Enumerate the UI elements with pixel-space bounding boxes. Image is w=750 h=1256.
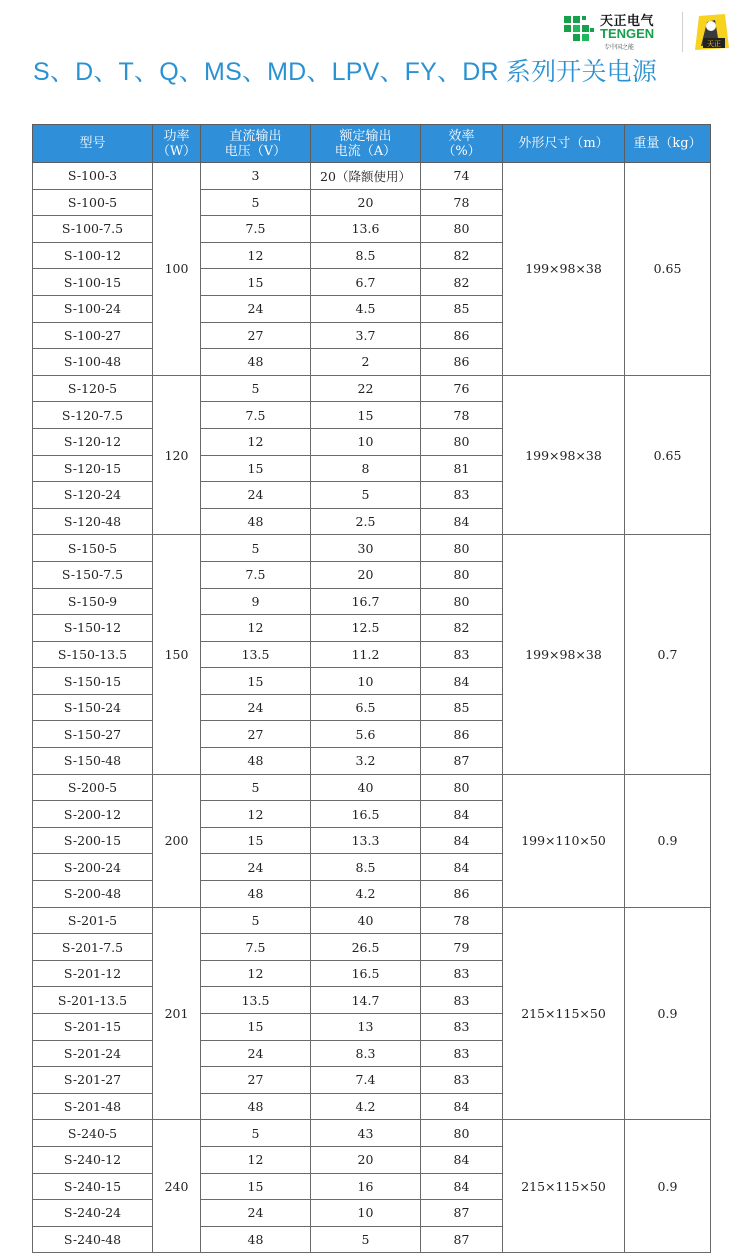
- cell-efficiency: 80: [421, 535, 503, 562]
- cell-voltage: 12: [201, 801, 311, 828]
- cell-efficiency: 83: [421, 641, 503, 668]
- cell-voltage: 7.5: [201, 934, 311, 961]
- cell-current: 40: [311, 907, 421, 934]
- cell-current: 5.6: [311, 721, 421, 748]
- cell-voltage: 12: [201, 960, 311, 987]
- cell-voltage: 15: [201, 668, 311, 695]
- cell-model: S-150-48: [33, 748, 153, 775]
- mascot-badge-icon: [689, 10, 733, 54]
- cell-voltage: 5: [201, 535, 311, 562]
- cell-current: 2.5: [311, 508, 421, 535]
- cell-voltage: 48: [201, 349, 311, 376]
- header-model: 型号: [33, 125, 153, 163]
- cell-efficiency: 80: [421, 216, 503, 243]
- brand-name-en: TENGEN: [600, 26, 655, 41]
- cell-model: S-120-15: [33, 455, 153, 482]
- cell-model: S-150-15: [33, 668, 153, 695]
- cell-model: S-200-5: [33, 774, 153, 801]
- cell-size: 199×98×38: [503, 535, 625, 774]
- cell-efficiency: 80: [421, 1120, 503, 1147]
- cell-model: S-150-13.5: [33, 641, 153, 668]
- cell-current: 3.2: [311, 748, 421, 775]
- tengen-logo-icon: [562, 14, 596, 44]
- cell-size: 199×98×38: [503, 375, 625, 535]
- cell-voltage: 48: [201, 748, 311, 775]
- cell-model: S-201-7.5: [33, 934, 153, 961]
- cell-model: S-120-7.5: [33, 402, 153, 429]
- cell-voltage: 24: [201, 854, 311, 881]
- cell-model: S-120-12: [33, 428, 153, 455]
- cell-efficiency: 76: [421, 375, 503, 402]
- cell-current: 20: [311, 189, 421, 216]
- cell-current: 30: [311, 535, 421, 562]
- cell-efficiency: 84: [421, 508, 503, 535]
- cell-power: 200: [153, 774, 201, 907]
- header-voltage: 直流输出 电压（V）: [201, 125, 311, 163]
- cell-voltage: 48: [201, 881, 311, 908]
- cell-voltage: 15: [201, 455, 311, 482]
- cell-current: 40: [311, 774, 421, 801]
- brand-name-cn: 天正电气: [600, 14, 655, 29]
- cell-voltage: 12: [201, 615, 311, 642]
- cell-current: 20: [311, 561, 421, 588]
- cell-voltage: 48: [201, 508, 311, 535]
- cell-voltage: 13.5: [201, 987, 311, 1014]
- cell-efficiency: 83: [421, 1014, 503, 1041]
- cell-voltage: 27: [201, 721, 311, 748]
- header-size: 外形尺寸（m）: [503, 125, 625, 163]
- cell-current: 13.6: [311, 216, 421, 243]
- cell-voltage: 24: [201, 1040, 311, 1067]
- cell-model: S-201-5: [33, 907, 153, 934]
- cell-model: S-200-48: [33, 881, 153, 908]
- cell-model: S-201-24: [33, 1040, 153, 1067]
- cell-efficiency: 86: [421, 721, 503, 748]
- cell-current: 5: [311, 1226, 421, 1253]
- cell-model: S-100-12: [33, 242, 153, 269]
- cell-efficiency: 87: [421, 1226, 503, 1253]
- cell-efficiency: 83: [421, 482, 503, 509]
- table-row: [33, 774, 711, 801]
- cell-current: 8.5: [311, 854, 421, 881]
- cell-efficiency: 80: [421, 428, 503, 455]
- cell-efficiency: 83: [421, 1040, 503, 1067]
- cell-current: 16: [311, 1173, 421, 1200]
- cell-current: 11.2: [311, 641, 421, 668]
- cell-voltage: 27: [201, 1067, 311, 1094]
- cell-voltage: 7.5: [201, 561, 311, 588]
- table-row: [33, 1120, 711, 1147]
- cell-current: 8.3: [311, 1040, 421, 1067]
- header-power: 功率 （W）: [153, 125, 201, 163]
- cell-efficiency: 87: [421, 748, 503, 775]
- cell-size: 199×98×38: [503, 163, 625, 376]
- table-body: [33, 163, 711, 1253]
- cell-current: 20（降额使用）: [311, 163, 421, 190]
- cell-efficiency: 83: [421, 987, 503, 1014]
- cell-model: S-240-12: [33, 1146, 153, 1173]
- cell-size: 215×115×50: [503, 1120, 625, 1253]
- cell-current: 16.7: [311, 588, 421, 615]
- cell-efficiency: 84: [421, 1093, 503, 1120]
- cell-model: S-150-7.5: [33, 561, 153, 588]
- table-header-row: [33, 125, 711, 163]
- cell-efficiency: 85: [421, 295, 503, 322]
- cell-voltage: 5: [201, 375, 311, 402]
- cell-power: 150: [153, 535, 201, 774]
- cell-efficiency: 86: [421, 349, 503, 376]
- cell-voltage: 7.5: [201, 402, 311, 429]
- cell-weight: 0.7: [625, 535, 711, 774]
- cell-current: 20: [311, 1146, 421, 1173]
- cell-voltage: 15: [201, 1014, 311, 1041]
- brand-logo: [562, 8, 732, 56]
- cell-efficiency: 84: [421, 854, 503, 881]
- cell-model: S-100-3: [33, 163, 153, 190]
- cell-voltage: 15: [201, 1173, 311, 1200]
- cell-model: S-240-48: [33, 1226, 153, 1253]
- cell-voltage: 48: [201, 1226, 311, 1253]
- cell-model: S-150-9: [33, 588, 153, 615]
- cell-current: 8.5: [311, 242, 421, 269]
- cell-current: 3.7: [311, 322, 421, 349]
- cell-size: 215×115×50: [503, 907, 625, 1120]
- header-current: 额定输出 电流（A）: [311, 125, 421, 163]
- cell-current: 4.2: [311, 881, 421, 908]
- cell-current: 26.5: [311, 934, 421, 961]
- cell-power: 201: [153, 907, 201, 1120]
- cell-voltage: 15: [201, 269, 311, 296]
- cell-model: S-100-48: [33, 349, 153, 376]
- cell-model: S-201-15: [33, 1014, 153, 1041]
- table-row: [33, 907, 711, 934]
- cell-efficiency: 84: [421, 801, 503, 828]
- cell-weight: 0.9: [625, 774, 711, 907]
- cell-model: S-100-5: [33, 189, 153, 216]
- cell-voltage: 27: [201, 322, 311, 349]
- cell-model: S-120-5: [33, 375, 153, 402]
- cell-efficiency: 82: [421, 615, 503, 642]
- cell-voltage: 5: [201, 774, 311, 801]
- header-efficiency: 效率 （%）: [421, 125, 503, 163]
- cell-voltage: 12: [201, 1146, 311, 1173]
- cell-power: 240: [153, 1120, 201, 1253]
- cell-power: 120: [153, 375, 201, 535]
- cell-current: 6.5: [311, 694, 421, 721]
- cell-current: 13: [311, 1014, 421, 1041]
- spec-table: [32, 124, 711, 1253]
- cell-efficiency: 84: [421, 1146, 503, 1173]
- cell-current: 14.7: [311, 987, 421, 1014]
- cell-efficiency: 85: [421, 694, 503, 721]
- cell-voltage: 5: [201, 189, 311, 216]
- cell-efficiency: 87: [421, 1200, 503, 1227]
- cell-efficiency: 80: [421, 774, 503, 801]
- cell-current: 5: [311, 482, 421, 509]
- cell-voltage: 24: [201, 694, 311, 721]
- cell-efficiency: 82: [421, 242, 503, 269]
- cell-current: 10: [311, 428, 421, 455]
- cell-model: S-201-48: [33, 1093, 153, 1120]
- cell-voltage: 24: [201, 295, 311, 322]
- cell-model: S-120-24: [33, 482, 153, 509]
- cell-model: S-100-15: [33, 269, 153, 296]
- cell-model: S-100-27: [33, 322, 153, 349]
- cell-voltage: 5: [201, 1120, 311, 1147]
- brand-divider: [682, 12, 683, 52]
- cell-model: S-200-24: [33, 854, 153, 881]
- cell-current: 43: [311, 1120, 421, 1147]
- cell-model: S-150-5: [33, 535, 153, 562]
- cell-current: 7.4: [311, 1067, 421, 1094]
- cell-model: S-240-24: [33, 1200, 153, 1227]
- page-header: [0, 0, 750, 110]
- cell-efficiency: 83: [421, 1067, 503, 1094]
- cell-voltage: 15: [201, 827, 311, 854]
- cell-voltage: 7.5: [201, 216, 311, 243]
- cell-efficiency: 78: [421, 402, 503, 429]
- cell-current: 2: [311, 349, 421, 376]
- cell-model: S-201-27: [33, 1067, 153, 1094]
- cell-efficiency: 86: [421, 881, 503, 908]
- cell-efficiency: 86: [421, 322, 503, 349]
- cell-model: S-201-12: [33, 960, 153, 987]
- cell-voltage: 9: [201, 588, 311, 615]
- cell-efficiency: 80: [421, 588, 503, 615]
- cell-efficiency: 83: [421, 960, 503, 987]
- cell-model: S-150-12: [33, 615, 153, 642]
- cell-efficiency: 74: [421, 163, 503, 190]
- cell-current: 8: [311, 455, 421, 482]
- cell-efficiency: 80: [421, 561, 503, 588]
- cell-weight: 0.65: [625, 375, 711, 535]
- cell-current: 13.3: [311, 827, 421, 854]
- cell-efficiency: 81: [421, 455, 503, 482]
- cell-model: S-100-7.5: [33, 216, 153, 243]
- cell-power: 100: [153, 163, 201, 376]
- cell-efficiency: 84: [421, 1173, 503, 1200]
- cell-efficiency: 79: [421, 934, 503, 961]
- cell-model: S-150-27: [33, 721, 153, 748]
- cell-efficiency: 78: [421, 189, 503, 216]
- cell-voltage: 3: [201, 163, 311, 190]
- cell-voltage: 24: [201, 1200, 311, 1227]
- cell-current: 4.2: [311, 1093, 421, 1120]
- table-row: [33, 375, 711, 402]
- cell-model: S-200-15: [33, 827, 153, 854]
- cell-current: 16.5: [311, 801, 421, 828]
- cell-current: 15: [311, 402, 421, 429]
- cell-weight: 0.9: [625, 1120, 711, 1253]
- cell-voltage: 48: [201, 1093, 311, 1120]
- header-weight: 重量（kg）: [625, 125, 711, 163]
- cell-voltage: 13.5: [201, 641, 311, 668]
- cell-current: 16.5: [311, 960, 421, 987]
- cell-voltage: 5: [201, 907, 311, 934]
- cell-model: S-120-48: [33, 508, 153, 535]
- cell-weight: 0.65: [625, 163, 711, 376]
- cell-current: 10: [311, 668, 421, 695]
- cell-model: S-240-15: [33, 1173, 153, 1200]
- cell-model: S-201-13.5: [33, 987, 153, 1014]
- cell-voltage: 12: [201, 242, 311, 269]
- cell-efficiency: 82: [421, 269, 503, 296]
- table-row: [33, 163, 711, 190]
- table-row: [33, 535, 711, 562]
- cell-efficiency: 84: [421, 668, 503, 695]
- cell-current: 12.5: [311, 615, 421, 642]
- cell-model: S-240-5: [33, 1120, 153, 1147]
- cell-weight: 0.9: [625, 907, 711, 1120]
- cell-voltage: 24: [201, 482, 311, 509]
- brand-slogan: 专中国之能: [604, 44, 635, 51]
- page-title: S、D、T、Q、MS、MD、LPV、FY、DR 系列开关电源: [33, 58, 658, 86]
- cell-current: 6.7: [311, 269, 421, 296]
- cell-current: 4.5: [311, 295, 421, 322]
- cell-efficiency: 84: [421, 827, 503, 854]
- cell-size: 199×110×50: [503, 774, 625, 907]
- cell-current: 22: [311, 375, 421, 402]
- cell-current: 10: [311, 1200, 421, 1227]
- cell-efficiency: 78: [421, 907, 503, 934]
- cell-model: S-100-24: [33, 295, 153, 322]
- cell-model: S-200-12: [33, 801, 153, 828]
- cell-model: S-150-24: [33, 694, 153, 721]
- badge-text: 天正: [707, 40, 721, 48]
- cell-voltage: 12: [201, 428, 311, 455]
